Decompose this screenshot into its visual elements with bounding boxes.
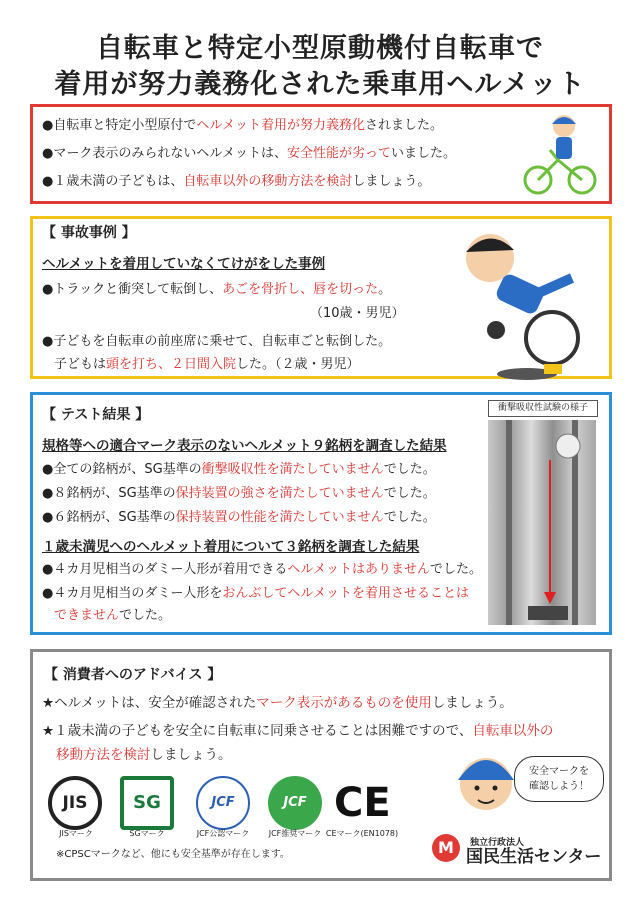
test-item-5-line-1: ●４カ月児相当のダミー人形をおんぶしてヘルメットを着用させることは	[42, 586, 469, 601]
advice-item-1: ★ヘルメットは、安全が確認されたマーク表示があるものを使用しましょう。	[42, 695, 513, 711]
jcf-approved-mark-icon: JCF	[196, 776, 250, 830]
jcf-approved-mark-label: JCF公認マーク	[196, 829, 250, 838]
ce-mark-label: CEマーク(EN1078)	[325, 829, 399, 838]
accident-case-2-line-2: 子どもは頭を打ち、２日間入院した。（２歳・男児）	[54, 357, 360, 372]
intro-item-3: ●１歳未満の子どもは、自転車以外の移動方法を検討しましょう。	[42, 174, 431, 189]
test-item-1: ●全ての銘柄が、SG基準の衝撃吸収性を満たしていませんでした。	[42, 462, 436, 477]
sg-mark-label: SGマーク	[129, 829, 165, 838]
org-type: 独立行政法人	[470, 838, 525, 848]
accident-case-2-line-1: ●子どもを自転車の前座席に乗せて、自転車ごと転倒した。	[42, 334, 392, 349]
photo-caption: 衝撃吸収性試験の様子	[488, 400, 598, 417]
falling-cyclist-illustration	[452, 228, 592, 383]
test-heading: 【 テスト結果 】	[42, 407, 150, 423]
advice-item-2-line-1: ★１歳未満の子どもを安全に自転車に同乗させることは困難ですので、自転車以外の	[42, 723, 554, 739]
test-subheading-1: 規格等への適合マーク表示のないヘルメット９銘柄を調査した結果	[42, 438, 447, 454]
advice-heading: 【 消費者へのアドバイス 】	[44, 667, 222, 683]
impact-test-photo	[488, 420, 596, 625]
intro-item-2: ●マーク表示のみられないヘルメットは、安全性能が劣っていました。	[42, 146, 456, 161]
org-name: 国民生活センター	[466, 847, 602, 867]
title-line-2: 着用が努力義務化された乗車用ヘルメット	[54, 69, 586, 100]
footnote: ※CPSCマークなど、他にも安全基準が存在します。	[56, 849, 290, 860]
sg-mark-icon: SG	[120, 776, 174, 830]
intro-item-1: ●自転車と特定小型原付でヘルメット着用が努力義務化されました。	[42, 118, 443, 133]
test-item-5-line-2: できませんでした。	[54, 608, 172, 623]
test-item-3: ●６銘柄が、SG基準の保持装置の性能を満たしていませんでした。	[42, 510, 436, 525]
accident-case-1: ●トラックと衝突して転倒し、あごを骨折し、唇を切った。	[42, 282, 392, 297]
jcf-recommended-mark-icon: JCF	[268, 776, 322, 830]
jis-mark-label: JISマーク	[59, 829, 93, 838]
test-item-2: ●８銘柄が、SG基準の保持装置の強さを満たしていませんでした。	[42, 486, 436, 501]
jis-mark-icon: JIS	[48, 776, 102, 830]
test-item-4: ●４カ月児相当のダミー人形が着用できるヘルメットはありませんでした。	[42, 562, 482, 577]
accident-case-1-note: （10歳・男児）	[310, 306, 405, 321]
ce-mark-icon: CE	[334, 780, 391, 826]
helmet-child-illustration	[450, 740, 522, 822]
speech-bubble: 安全マークを 確認しよう！	[514, 756, 604, 802]
child-bicycle-illustration	[520, 110, 602, 200]
accident-heading: 【 事故事例 】	[42, 225, 136, 241]
accident-subheading: ヘルメットを着用していなくてけがをした事例	[42, 256, 326, 272]
title-line-1: 自転車と特定小型原動機付自転車で	[96, 33, 544, 64]
org-logo-icon: M	[432, 834, 460, 862]
jcf-recommended-mark-label: JCF推奨マーク	[268, 829, 322, 838]
test-subheading-2: １歳未満児へのヘルメット着用について３銘柄を調査した結果	[42, 539, 420, 555]
advice-item-2-line-2: 移動方法を検討しましょう。	[56, 747, 232, 763]
